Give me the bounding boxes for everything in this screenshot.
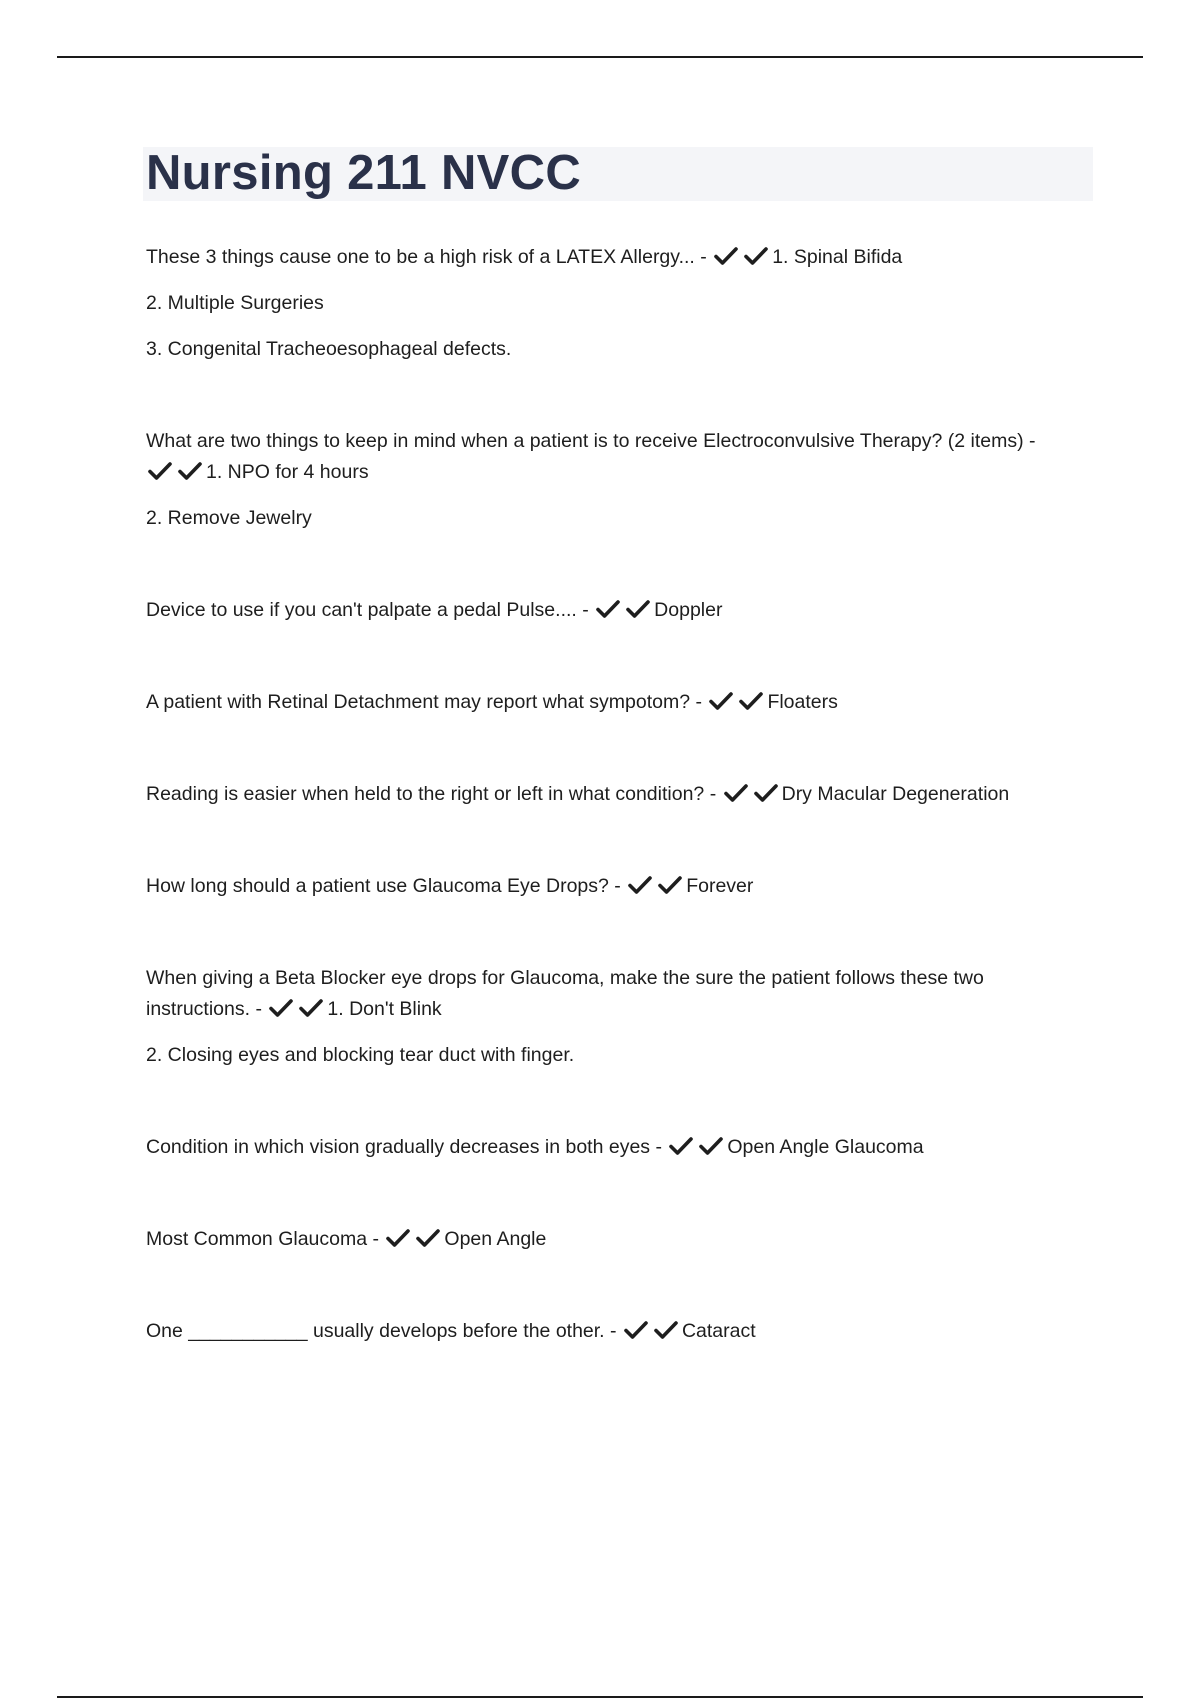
card-question: A patient with Retinal Detachment may report what sympotom? — [146, 691, 691, 713]
check-icon — [744, 246, 768, 266]
check-icon — [724, 783, 748, 803]
card-question-line — [146, 687, 1091, 718]
card-separator: - — [614, 875, 621, 897]
card-answer: Forever — [686, 875, 754, 897]
check-icon — [178, 461, 202, 481]
card-answer: 2. Remove Jewelry — [146, 507, 312, 529]
flashcard-item — [146, 426, 1091, 534]
answer-marker — [386, 1228, 440, 1248]
card-question-line — [146, 871, 1091, 902]
check-icon — [596, 599, 620, 619]
card-answer: Dry Macular Degeneration — [781, 783, 1010, 805]
card-question-line — [146, 426, 1091, 488]
answer-marker — [724, 783, 778, 803]
card-separator: - — [655, 1136, 662, 1158]
card-separator: - — [255, 998, 262, 1020]
card-answer: Floaters — [767, 691, 838, 713]
flashcard-item — [146, 242, 1091, 365]
card-answer: Open Angle — [444, 1228, 547, 1250]
check-icon — [754, 783, 778, 803]
check-icon — [416, 1228, 440, 1248]
card-question-line — [146, 779, 1091, 810]
answer-marker — [628, 875, 682, 895]
check-icon — [626, 599, 650, 619]
answer-marker — [148, 461, 202, 481]
check-icon — [624, 1320, 648, 1340]
card-separator: - — [1029, 430, 1036, 452]
card-question-line — [146, 1224, 1091, 1255]
check-icon — [654, 1320, 678, 1340]
check-icon — [386, 1228, 410, 1248]
card-question-line — [146, 1316, 1091, 1347]
card-question-line — [146, 1132, 1091, 1163]
answer-marker — [669, 1136, 723, 1156]
flashcard-item — [146, 595, 1091, 626]
document-title: Nursing 211 NVCC — [146, 146, 582, 200]
card-answer: 3. Congenital Tracheoesophageal defects. — [146, 338, 512, 360]
flashcard-item — [146, 871, 1091, 902]
card-answer: Doppler — [654, 599, 723, 621]
flashcard-item — [146, 1316, 1091, 1347]
page-top-rule — [57, 56, 1143, 58]
card-separator: - — [372, 1228, 379, 1250]
flashcard-list — [146, 242, 1091, 1408]
check-icon — [739, 691, 763, 711]
check-icon — [628, 875, 652, 895]
card-question: These 3 things cause one to be a high risk of a LATEX Allergy... — [146, 246, 695, 268]
card-question-line — [146, 595, 1091, 626]
card-question: Most Common Glaucoma — [146, 1228, 368, 1250]
card-separator: - — [582, 599, 589, 621]
card-question-line — [146, 242, 1091, 273]
check-icon — [669, 1136, 693, 1156]
check-icon — [658, 875, 682, 895]
check-icon — [699, 1136, 723, 1156]
flashcard-item — [146, 687, 1091, 718]
card-answer: 1. Don't Blink — [327, 998, 442, 1020]
flashcard-item — [146, 1224, 1091, 1255]
flashcard-item — [146, 963, 1091, 1071]
card-separator: - — [700, 246, 707, 268]
answer-marker — [269, 998, 323, 1018]
card-separator: - — [695, 691, 703, 713]
check-icon — [714, 246, 738, 266]
card-question: Device to use if you can't palpate a pedal Pulse.... — [146, 599, 577, 621]
card-answer: 2. Closing eyes and blocking tear duct with finger. — [146, 1044, 575, 1066]
card-question: Reading is easier when held to the right or left in what condition? — [146, 783, 705, 805]
check-icon — [299, 998, 323, 1018]
card-answer: 1. Spinal Bifida — [772, 246, 903, 268]
card-question: How long should a patient use Glaucoma Eye Drops? — [146, 875, 609, 897]
flashcard-item — [146, 1132, 1091, 1163]
card-answer: 1. NPO for 4 hours — [206, 461, 369, 483]
card-question-line — [146, 963, 1091, 1025]
card-answer: Open Angle Glaucoma — [727, 1136, 924, 1158]
answer-marker — [596, 599, 650, 619]
page-bottom-rule — [57, 1696, 1143, 1698]
card-question: When giving a Beta Blocker eye drops for Glaucoma, make the sure the patient follows these two instructions. — [146, 967, 984, 1020]
flashcard-item — [146, 779, 1091, 810]
check-icon — [709, 691, 733, 711]
answer-marker — [714, 246, 768, 266]
check-icon — [148, 461, 172, 481]
card-question: One ___________ usually develops before the other. — [146, 1320, 605, 1342]
card-answer: 2. Multiple Surgeries — [146, 292, 324, 314]
card-answer: Cataract — [681, 1320, 756, 1342]
check-icon — [269, 998, 293, 1018]
answer-marker — [624, 1320, 678, 1340]
card-separator: - — [709, 783, 717, 805]
card-question: What are two things to keep in mind when a patient is to receive Electroconvulsive Therapy? (2 items) — [146, 430, 1024, 452]
card-separator: - — [610, 1320, 617, 1342]
answer-marker — [709, 691, 763, 711]
card-question: Condition in which vision gradually decreases in both eyes — [146, 1136, 651, 1158]
